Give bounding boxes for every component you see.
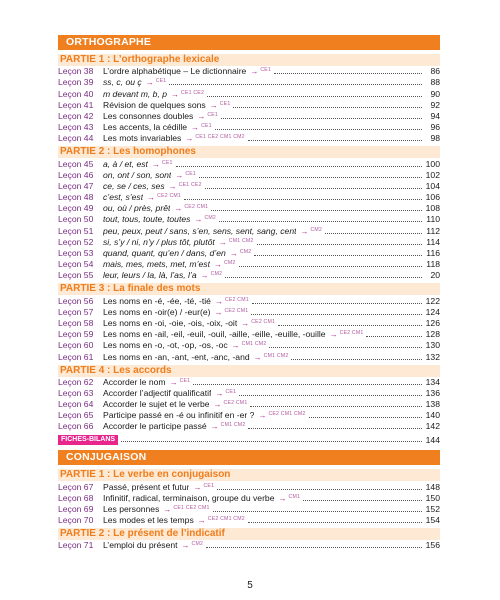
arrow-icon: → (218, 237, 227, 247)
lesson-number: Leçon 47 (58, 180, 94, 191)
toc-entry[interactable] (58, 270, 440, 281)
page-ref: 20 (430, 270, 440, 281)
dot-leader (205, 188, 422, 189)
toc-entry[interactable] (58, 421, 440, 432)
page-ref: 144 (425, 435, 440, 446)
lesson-title: ou, où / près, prêt (103, 203, 171, 214)
toc-entry[interactable] (58, 111, 440, 122)
lesson-title: Les consonnes doubles (103, 110, 194, 121)
dot-leader (254, 255, 422, 256)
toc-entry[interactable] (58, 248, 440, 259)
lesson-number: Leçon 71 (58, 540, 94, 551)
page-ref: 126 (425, 317, 440, 328)
level-tags: CE2 CM1 CM2 (207, 516, 245, 523)
arrow-icon: → (278, 493, 287, 503)
page-ref: 130 (425, 340, 440, 351)
lesson-number: Leçon 70 (58, 515, 94, 526)
toc-entry[interactable] (58, 133, 440, 144)
dot-leader (248, 522, 422, 523)
toc-entry[interactable] (58, 481, 440, 492)
arrow-icon: → (200, 271, 209, 281)
level-tags: CM2 (223, 260, 236, 267)
toc-entry[interactable] (58, 170, 440, 181)
lesson-title: L’emploi du présent (103, 540, 178, 551)
toc-entry[interactable] (58, 203, 440, 214)
dot-leader (206, 547, 422, 548)
page-ref: 108 (425, 203, 440, 214)
page-ref: 152 (425, 504, 440, 514)
page-ref: 118 (426, 259, 440, 270)
page-ref: 100 (425, 158, 440, 169)
page-ref: 148 (425, 481, 440, 492)
dot-leader (274, 73, 422, 74)
lesson-number: Leçon 67 (58, 481, 94, 492)
lesson-title: tout, tous, toute, toutes (103, 214, 191, 225)
level-tags: CM2 (210, 271, 223, 278)
arrow-icon: → (181, 541, 190, 551)
toc-entry[interactable] (58, 181, 440, 192)
dot-leader (250, 406, 422, 407)
dot-leader (257, 244, 422, 245)
level-tags: CM1 CM2 (220, 422, 246, 429)
lesson-title: Les noms en -o, -ot, -op, -os, -oc (103, 340, 228, 351)
lesson-number: Leçon 55 (58, 270, 94, 281)
dot-leader (217, 489, 422, 490)
arrow-icon: → (168, 181, 177, 191)
level-tags: CE1 (155, 78, 167, 85)
page-ref: 134 (425, 376, 440, 387)
lesson-number: Leçon 51 (58, 225, 94, 236)
lesson-title: Les noms en -ail, -eil, -euil, -ouil, -aille, -eille, -euille, -ouille (103, 329, 326, 340)
lesson-number: Leçon 39 (58, 77, 94, 88)
arrow-icon: → (197, 516, 206, 526)
level-tags: CE2 CM1 CM2 (268, 411, 306, 418)
lesson-number: Leçon 69 (58, 504, 94, 514)
lesson-number: Leçon 48 (58, 192, 94, 203)
page-ref: 104 (425, 180, 440, 191)
toc-entry[interactable] (58, 540, 440, 551)
arrow-icon: → (210, 422, 219, 432)
dot-leader (225, 277, 422, 278)
dot-leader (215, 129, 422, 130)
section-header: ORTHOGRAPHE (58, 35, 440, 50)
dot-leader (252, 303, 422, 304)
toc-entry[interactable] (58, 351, 440, 362)
level-tags: CE2 CM1 (251, 318, 276, 325)
arrow-icon: → (241, 318, 250, 328)
arrow-icon: → (231, 341, 240, 351)
toc-entry[interactable] (58, 318, 440, 329)
lesson-number: Leçon 44 (58, 133, 94, 144)
lesson-number: Leçon 57 (58, 306, 94, 317)
level-tags: CE1 (201, 123, 212, 130)
level-tags: CM2 (204, 215, 216, 222)
page-ref: 124 (425, 306, 440, 317)
toc-entry[interactable] (58, 77, 440, 88)
toc-entry[interactable] (58, 88, 440, 99)
lesson-title: peu, peux, peut / sans, s’en, sens, sent, sang, cent (103, 225, 297, 236)
page-ref: 110 (426, 214, 440, 225)
lesson-title: leur, leurs / la, là, l’as, l’a (103, 270, 197, 281)
fiches-badge: FICHES-BILANS (58, 435, 118, 445)
level-tags: CE2 CM1 (224, 296, 249, 303)
arrow-icon: → (151, 159, 160, 169)
arrow-icon: → (300, 226, 309, 236)
toc-entry[interactable] (58, 100, 440, 111)
lesson-number: Leçon 38 (58, 66, 94, 77)
dot-leader (309, 417, 422, 418)
lesson-number: Leçon 61 (58, 351, 94, 362)
level-tags: CM2 (191, 541, 204, 548)
page-ref: 128 (425, 329, 440, 340)
level-tags: CM2 (310, 226, 323, 233)
level-tags: CE1 (161, 159, 173, 166)
lesson-number: Leçon 60 (58, 340, 94, 351)
lesson-title: Accorder l’adjectif qualificatif (103, 387, 212, 398)
lesson-title: a, à / et, est (103, 158, 148, 169)
lesson-title: Les noms en -oi, -oie, -ois, -oix, -oit (103, 317, 238, 328)
toc-entry[interactable] (58, 214, 440, 225)
arrow-icon: → (214, 296, 223, 306)
arrow-icon: → (175, 170, 184, 180)
page-number: 5 (247, 580, 253, 591)
level-tags: CE1 CE2 (178, 181, 202, 188)
lesson-number: Leçon 49 (58, 203, 94, 214)
dot-leader (207, 96, 422, 97)
level-tags: CE2 CM1 (184, 204, 209, 211)
lesson-title: Les modes et les temps (103, 515, 194, 526)
lesson-title: Les personnes (103, 504, 160, 514)
dot-leader (303, 500, 422, 501)
lesson-number: Leçon 58 (58, 317, 94, 328)
page-ref: 114 (426, 236, 440, 247)
partie-heading: PARTIE 1 : Le verbe en conjugaison (58, 469, 440, 481)
dot-leader (248, 140, 422, 141)
arrow-icon: → (169, 377, 178, 387)
toc-entry[interactable] (58, 388, 440, 399)
lesson-number: Leçon 65 (58, 410, 94, 421)
lesson-number: Leçon 40 (58, 88, 94, 99)
lesson-number: Leçon 50 (58, 214, 94, 225)
level-tags: CM2 (239, 249, 252, 255)
partie-heading: PARTIE 1 : L’orthographe lexicale (58, 54, 440, 66)
lesson-number: Leçon 54 (58, 259, 94, 270)
arrow-icon: → (147, 193, 156, 203)
lesson-title: m devant m, b, p (103, 88, 168, 99)
page-ref: 98 (430, 133, 440, 144)
page-ref: 112 (426, 225, 440, 236)
toc-entry[interactable] (58, 66, 440, 77)
page-ref: 132 (425, 351, 440, 362)
toc-entry[interactable] (58, 122, 440, 133)
arrow-icon: → (214, 307, 223, 317)
lesson-title: mais, mes, mets, met, m’est (103, 259, 210, 270)
dot-leader (325, 233, 422, 234)
level-tags: CM1 (288, 493, 301, 500)
page-ref: 142 (425, 421, 440, 432)
partie-heading: PARTIE 2 : Le présent de l’indicatif (58, 528, 440, 540)
level-tags: CM1 CM2 (263, 352, 289, 359)
lesson-title: si, s’y / ni, n’y / plus tôt, plutôt (103, 236, 215, 247)
level-tags: CE1 (225, 388, 237, 395)
dot-leader (278, 325, 422, 326)
arrow-icon: → (250, 67, 259, 77)
page-ref: 94 (430, 110, 440, 121)
dot-leader (251, 314, 422, 315)
dot-leader (213, 511, 422, 512)
lesson-title: Les accents, la cédille (103, 122, 188, 133)
page-ref: 154 (425, 515, 440, 526)
toc-entry[interactable] (58, 493, 440, 504)
page-ref: 150 (425, 492, 440, 503)
lesson-title: Les noms en -é, -ée, -té, -tié (103, 295, 211, 306)
arrow-icon: → (163, 505, 172, 514)
fiches-bilans-entry[interactable] (58, 434, 440, 445)
lesson-number: Leçon 62 (58, 376, 94, 387)
dot-leader (269, 347, 422, 348)
arrow-icon: → (191, 123, 200, 133)
toc-entry[interactable] (58, 158, 440, 169)
toc-entry[interactable] (58, 399, 440, 410)
level-tags: CE2 CM1 (223, 400, 248, 407)
arrow-icon: → (145, 78, 154, 88)
toc-entry[interactable] (58, 410, 440, 421)
page-ref: 106 (425, 192, 440, 203)
arrow-icon: → (253, 352, 262, 362)
lesson-title: ce, se / ces, ses (103, 180, 165, 191)
section-header: CONJUGAISON (58, 450, 440, 465)
lesson-number: Leçon 64 (58, 399, 94, 410)
arrow-icon: → (329, 330, 338, 340)
page-ref: 96 (430, 122, 440, 133)
page-ref: 90 (430, 88, 440, 99)
page-ref: 122 (425, 295, 440, 306)
toc-entry[interactable] (58, 295, 440, 306)
arrow-icon: → (185, 134, 194, 144)
lesson-number: Leçon 41 (58, 99, 94, 110)
lesson-title: Révision de quelques sons (103, 99, 206, 110)
dot-leader (366, 336, 422, 337)
lesson-number: Leçon 52 (58, 236, 94, 247)
toc-entry[interactable] (58, 259, 440, 270)
lesson-title: quand, quant, qu’en / dans, d’en (103, 248, 226, 258)
lesson-number: Leçon 66 (58, 421, 94, 432)
level-tags: CM1 CM2 (241, 341, 267, 348)
lesson-title: Les noms en -oir(e) / -eur(e) (103, 306, 211, 317)
dot-leader (193, 384, 422, 385)
arrow-icon: → (194, 215, 203, 225)
partie-heading: PARTIE 2 : Les homophones (58, 146, 440, 158)
toc-entry[interactable] (58, 515, 440, 526)
lesson-title: ss, c, ou ç (103, 77, 142, 88)
partie-heading: PARTIE 4 : Les accords (58, 365, 440, 377)
page-ref: 92 (430, 99, 440, 110)
lesson-number: Leçon 53 (58, 248, 94, 258)
lesson-title: Participe passé en -é ou infinitif en -er ? (103, 410, 255, 421)
arrow-icon: → (229, 249, 238, 258)
lesson-number: Leçon 63 (58, 387, 94, 398)
arrow-icon: → (209, 100, 218, 110)
arrow-icon: → (197, 111, 206, 121)
level-tags: CE2 CM1 (157, 193, 182, 200)
level-tags: CE2 CM1 (224, 307, 249, 314)
lesson-title: Les noms en -an, -ant, -ent, -anc, -and (103, 351, 250, 362)
arrow-icon: → (215, 388, 224, 398)
lesson-title: Accorder le participe passé (103, 421, 207, 432)
dot-leader (291, 359, 422, 360)
arrow-icon: → (174, 204, 183, 214)
page-ref: 136 (425, 387, 440, 398)
arrow-icon: → (193, 482, 202, 492)
page-ref: 140 (425, 410, 440, 421)
level-tags: CE1 (260, 67, 272, 74)
lesson-number: Leçon 42 (58, 110, 94, 121)
dot-leader (121, 441, 422, 442)
level-tags: CM1 CM2 (228, 237, 254, 244)
dot-leader (221, 118, 422, 119)
level-tags: CE1 (203, 482, 215, 489)
toc-entry[interactable] (58, 307, 440, 318)
lesson-title: on, ont / son, sont (103, 169, 172, 180)
level-tags: CE2 CM1 (339, 330, 364, 337)
dot-leader (233, 107, 422, 108)
level-tags: CE1 (207, 111, 219, 118)
lesson-number: Leçon 43 (58, 122, 94, 133)
lesson-title: Infinitif, radical, terminaison, groupe du verbe (103, 492, 275, 503)
level-tags: CE1 (185, 170, 197, 177)
lesson-number: Leçon 59 (58, 329, 94, 340)
lesson-title: L’ordre alphabétique – Le dictionnaire (103, 66, 247, 77)
lesson-title: Les mots invariables (103, 133, 182, 144)
dot-leader (239, 395, 422, 396)
page-ref: 102 (425, 169, 440, 180)
dot-leader (169, 84, 422, 85)
dot-leader (211, 210, 422, 211)
lesson-number: Leçon 45 (58, 158, 94, 169)
lesson-title: Accorder le nom (103, 376, 166, 387)
arrow-icon: → (258, 411, 267, 421)
level-tags: CE1 (219, 100, 231, 107)
toc-entry[interactable] (58, 192, 440, 203)
level-tags: CE1 CE2 (181, 89, 205, 96)
partie-heading: PARTIE 3 : La finale des mots (58, 283, 440, 295)
arrow-icon: → (213, 260, 222, 270)
dot-leader (184, 199, 422, 200)
dot-leader (248, 428, 422, 429)
dot-leader (219, 221, 422, 222)
dot-leader (239, 266, 422, 267)
toc-entry[interactable] (58, 377, 440, 388)
dot-leader (176, 166, 422, 167)
toc-entry[interactable] (58, 340, 440, 351)
page-ref: 86 (430, 66, 440, 77)
page-ref: 138 (425, 399, 440, 410)
toc-entry[interactable] (58, 504, 440, 515)
lesson-number: Leçon 46 (58, 169, 94, 180)
page-ref: 116 (426, 248, 440, 258)
arrow-icon: → (213, 400, 222, 410)
lesson-title: Accorder le sujet et le verbe (103, 399, 210, 410)
page-ref: 88 (430, 77, 440, 88)
arrow-icon: → (171, 89, 180, 99)
lesson-title: Passé, présent et futur (103, 481, 190, 492)
level-tags: CE1 CE2 CM1 CM2 (195, 134, 245, 141)
lesson-title: c’est, s’est (103, 192, 144, 203)
lesson-number: Leçon 68 (58, 492, 94, 503)
dot-leader (199, 177, 422, 178)
level-tags: CE1 CE2 CM1 (173, 505, 210, 511)
page-ref: 156 (425, 540, 440, 551)
lesson-number: Leçon 56 (58, 295, 94, 306)
table-of-contents (58, 35, 440, 551)
level-tags: CE1 (179, 377, 191, 384)
